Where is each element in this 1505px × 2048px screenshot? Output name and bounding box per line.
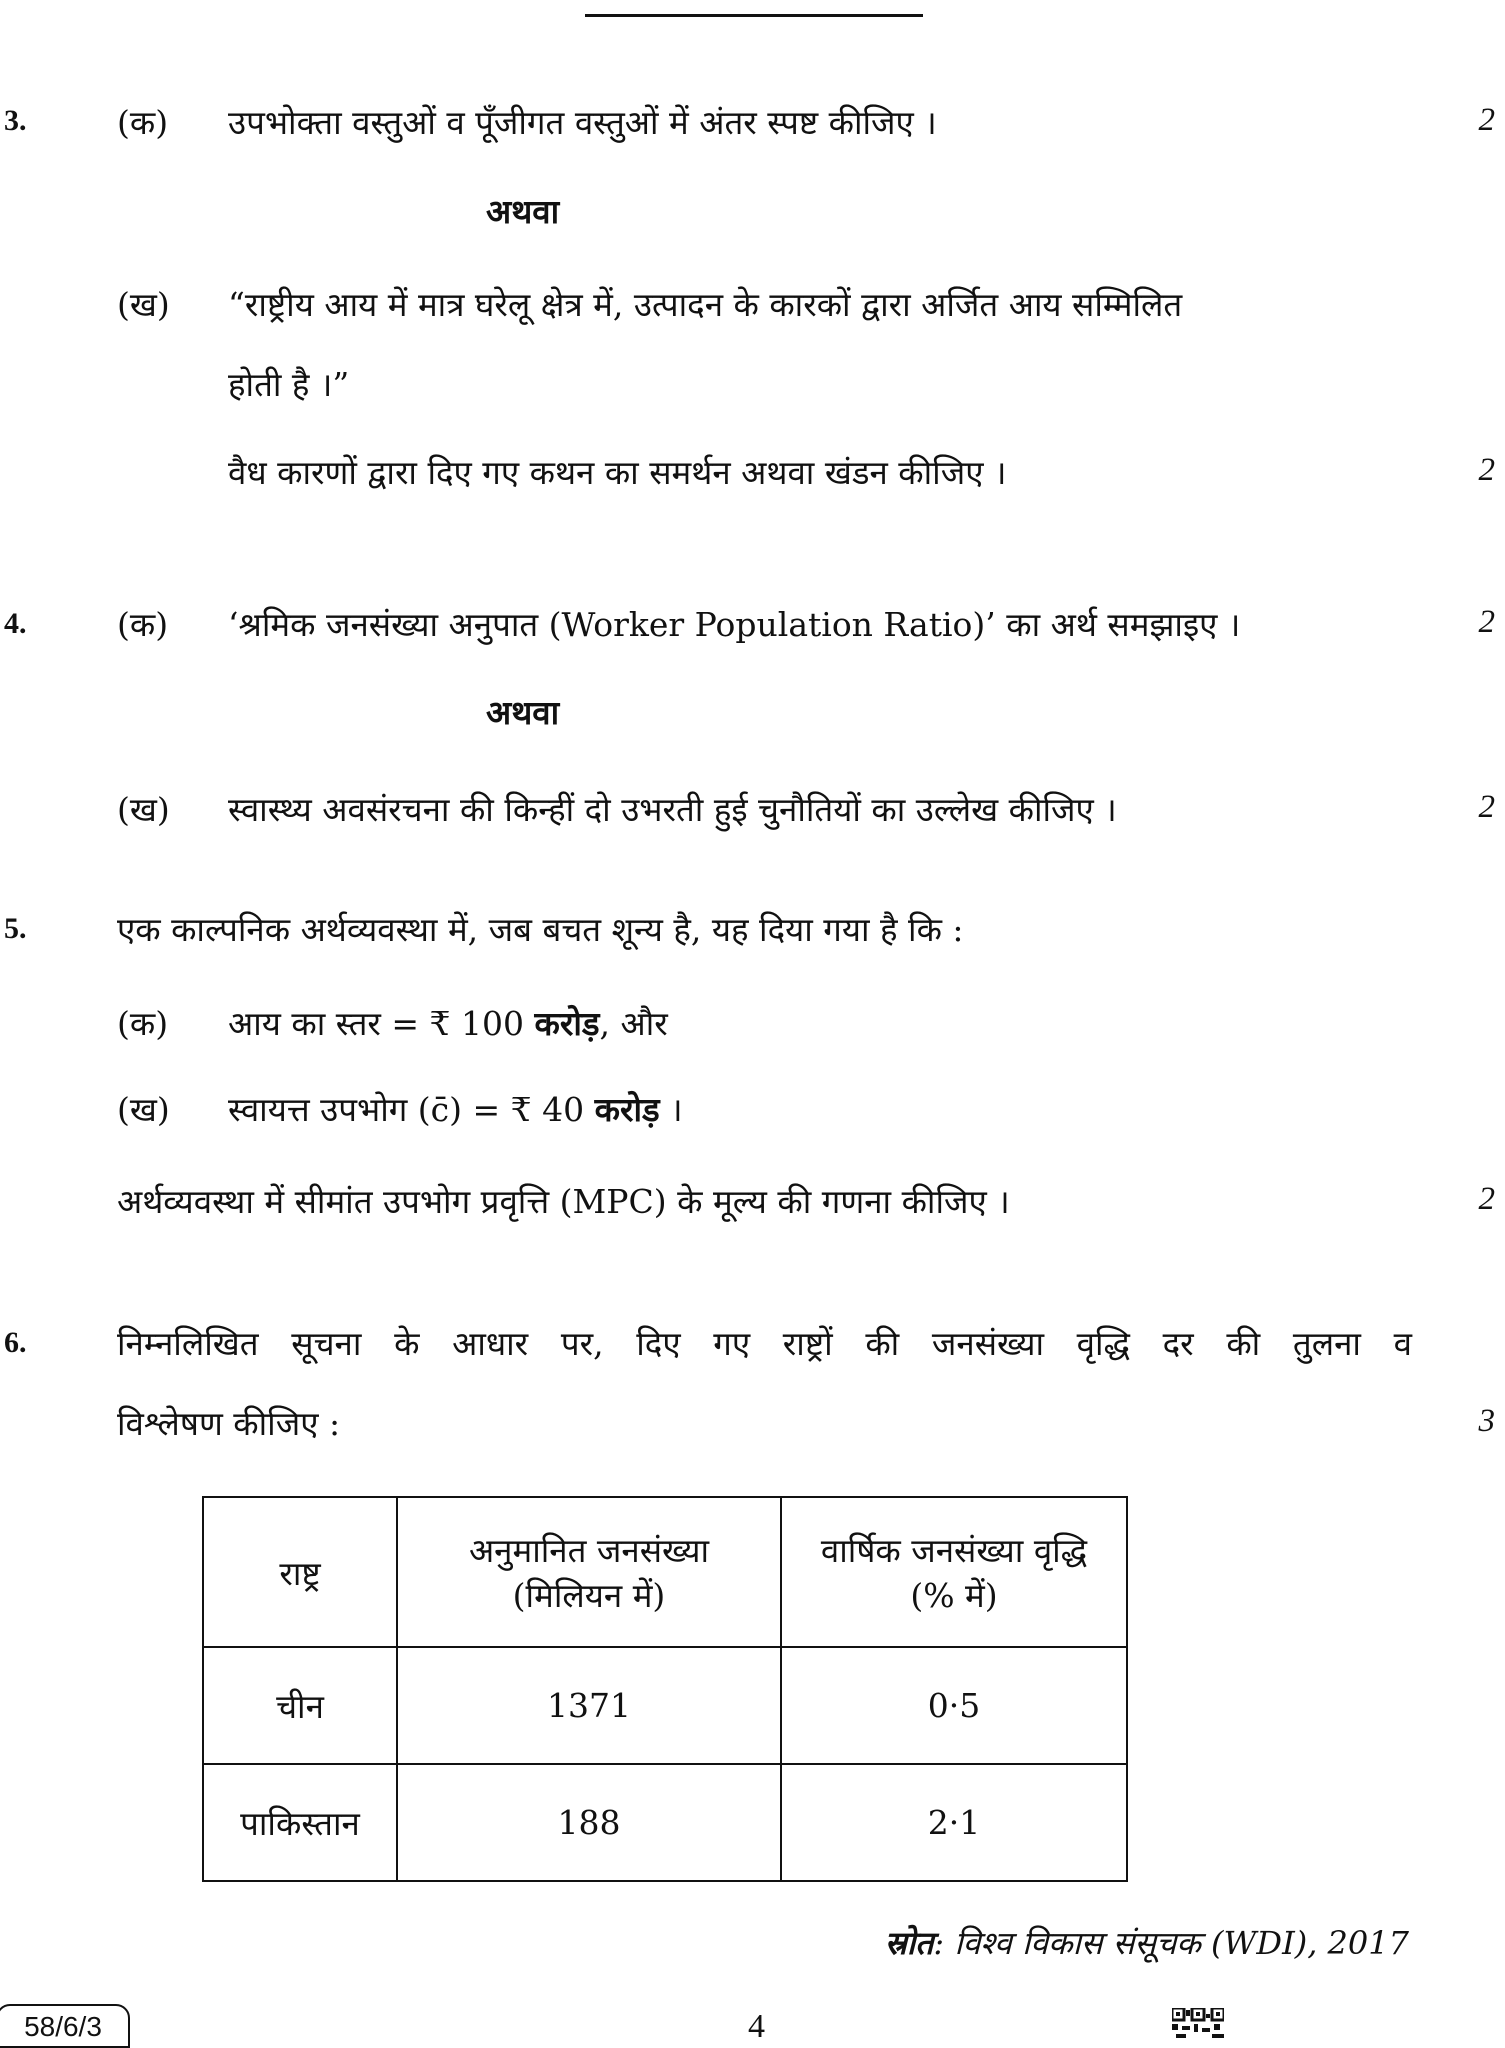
- top-rule: [585, 14, 923, 17]
- question-6-line-1: निम्नलिखित सूचना के आधार पर, दिए गए राष्ट्रों की जनसंख्या वृद्धि दर की तुलना व: [117, 1324, 1412, 1363]
- question-4b-marks: 2: [1478, 789, 1495, 825]
- table-header-population: अनुमानित जनसंख्या (मिलियन में): [397, 1497, 781, 1647]
- question-4b-label: (ख): [117, 790, 170, 829]
- question-3a-text: उपभोक्ता वस्तुओं व पूँजीगत वस्तुओं में अंतर स्पष्ट कीजिए ।: [228, 103, 937, 142]
- question-3-or: अथवा: [486, 192, 560, 231]
- table-header-nation: राष्ट्र: [203, 1497, 397, 1647]
- question-4-or: अथवा: [486, 693, 560, 732]
- table-cell-nation: चीन: [203, 1647, 397, 1764]
- table-header-growth: वार्षिक जनसंख्या वृद्धि (% में): [781, 1497, 1127, 1647]
- question-3b-line-3: वैध कारणों द्वारा दिए गए कथन का समर्थन अथवा खंडन कीजिए ।: [228, 453, 1007, 492]
- question-4a-text: ‘श्रमिक जनसंख्या अनुपात (Worker Population Ratio)’ का अर्थ समझाइए ।: [228, 605, 1241, 644]
- table-source: [885, 1921, 1409, 1964]
- question-5-marks: 2: [1478, 1181, 1495, 1217]
- question-3b-line-2: होती है ।”: [228, 365, 350, 404]
- question-3b-label: (ख): [117, 285, 170, 324]
- table-cell-growth: 0·5: [781, 1647, 1127, 1764]
- question-4-number: 4.: [4, 607, 27, 640]
- table-cell-growth: 2·1: [781, 1764, 1127, 1881]
- population-table: [202, 1496, 1128, 1882]
- question-5-intro: एक काल्पनिक अर्थव्यवस्था में, जब बचत शून्य है, यह दिया गया है कि :: [117, 910, 964, 949]
- question-3-number: 3.: [4, 104, 27, 137]
- question-3a-marks: 2: [1478, 102, 1495, 138]
- question-5-question: अर्थव्यवस्था में सीमांत उपभोग प्रवृत्ति (MPC) के मूल्य की गणना कीजिए ।: [117, 1182, 1010, 1221]
- question-6-number: 6.: [4, 1326, 27, 1359]
- table-cell-nation: पाकिस्तान: [203, 1764, 397, 1881]
- question-6-marks: 3: [1478, 1403, 1495, 1439]
- question-5-number: 5.: [4, 912, 27, 945]
- table-cell-population: 188: [397, 1764, 781, 1881]
- question-3a-label: (क): [117, 103, 169, 142]
- question-3b-marks: 2: [1478, 452, 1495, 488]
- paper-code: 58/6/3: [0, 2004, 130, 2048]
- question-5a-text: आय का स्तर = ₹ 100 करोड़, और: [228, 1004, 668, 1043]
- table-cell-population: 1371: [397, 1647, 781, 1764]
- table-row: [203, 1764, 1127, 1881]
- source-label: स्रोत: [884, 1924, 934, 1962]
- question-6-line-2: विश्लेषण कीजिए :: [117, 1404, 341, 1443]
- source-text: : विश्व विकास संसूचक (WDI), 2017: [933, 1924, 1409, 1962]
- question-4b-text: स्वास्थ्य अवसंरचना की किन्हीं दो उभरती हुई चुनौतियों का उल्लेख कीजिए ।: [228, 790, 1117, 829]
- question-4a-label: (क): [117, 605, 169, 644]
- table-row: [203, 1647, 1127, 1764]
- question-5b-label: (ख): [117, 1090, 170, 1129]
- question-4a-marks: 2: [1478, 604, 1495, 640]
- question-3b-line-1: “राष्ट्रीय आय में मात्र घरेलू क्षेत्र में, उत्पादन के कारकों द्वारा अर्जित आय सम्मिलित: [228, 285, 1183, 324]
- question-5a-label: (क): [117, 1004, 169, 1043]
- page-number: 4: [748, 2008, 765, 2045]
- question-5b-text: स्वायत्त उपभोग (c̄) = ₹ 40 करोड़ ।: [228, 1090, 683, 1129]
- table-header-row: [203, 1497, 1127, 1647]
